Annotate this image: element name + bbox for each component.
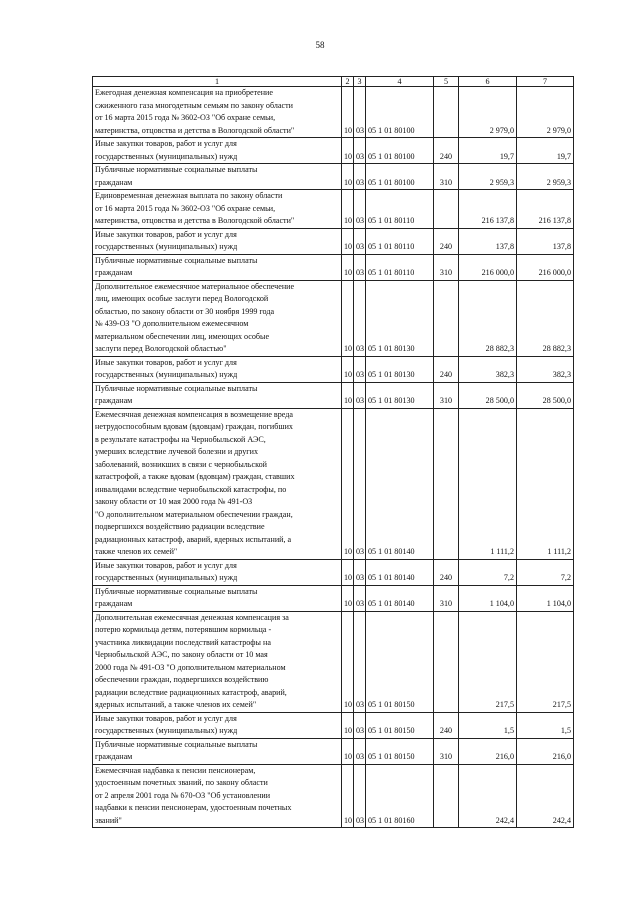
table-row [93, 559, 574, 585]
row-section: 10 [342, 738, 354, 764]
header-row [93, 77, 574, 87]
table-row [93, 280, 574, 356]
row-name: Иные закупки товаров, работ и услуг для государственных (муниципальных) нужд [93, 559, 342, 585]
table-row [93, 190, 574, 229]
row-amount-col7: 28 500,0 [517, 382, 574, 408]
row-section: 10 [342, 712, 354, 738]
row-expense-type [434, 87, 459, 138]
row-target-code: 05 1 01 80140 [366, 585, 434, 611]
table-row [93, 87, 574, 138]
row-amount-col6: 7,2 [459, 559, 517, 585]
row-name: Ежемесячная денежная компенсация в возмещение вреда нетрудоспособным вдовам (вдовцам) граждан, погибших в результате катастрофы на Чернобыльской АЭС, умерших вследствие лучевой болезни и других заболеваний, возникших в связи с чернобыльской катастрофой, а также вдовам (вдовцам) граждан, ставших инвалидами вследствие чернобыльской катастрофы, по закону области от 10 мая 2000 года № 491-ОЗ "О дополнительном материальном обеспечении граждан, подвергшихся воздействию радиации вследствие радиационных катастроф, аварий, ядерных испытаний, а также членов их семей" [93, 408, 342, 559]
row-amount-col6: 1,5 [459, 712, 517, 738]
row-target-code: 05 1 01 80160 [366, 764, 434, 828]
row-target-code: 05 1 01 80150 [366, 738, 434, 764]
row-section: 10 [342, 585, 354, 611]
row-name: Иные закупки товаров, работ и услуг для государственных (муниципальных) нужд [93, 712, 342, 738]
table-row [93, 712, 574, 738]
table-row [93, 764, 574, 828]
row-expense-type [434, 190, 459, 229]
row-amount-col7: 2 959,3 [517, 164, 574, 190]
row-amount-col6: 19,7 [459, 138, 517, 164]
row-amount-col7: 1,5 [517, 712, 574, 738]
row-name: Публичные нормативные социальные выплаты гражданам [93, 585, 342, 611]
row-amount-col7: 28 882,3 [517, 280, 574, 356]
row-expense-type: 310 [434, 164, 459, 190]
column-header: 3 [354, 77, 366, 87]
row-expense-type: 240 [434, 559, 459, 585]
row-subsection: 03 [354, 559, 366, 585]
column-header: 7 [517, 77, 574, 87]
row-expense-type [434, 408, 459, 559]
column-header: 4 [366, 77, 434, 87]
column-header: 1 [93, 77, 342, 87]
row-amount-col6: 242,4 [459, 764, 517, 828]
row-amount-col7: 137,8 [517, 228, 574, 254]
row-section: 10 [342, 356, 354, 382]
row-amount-col7: 19,7 [517, 138, 574, 164]
column-header: 2 [342, 77, 354, 87]
row-subsection: 03 [354, 254, 366, 280]
row-expense-type [434, 611, 459, 712]
row-section: 10 [342, 138, 354, 164]
row-amount-col7: 216,0 [517, 738, 574, 764]
row-subsection: 03 [354, 764, 366, 828]
row-subsection: 03 [354, 280, 366, 356]
row-subsection: 03 [354, 382, 366, 408]
row-section: 10 [342, 190, 354, 229]
row-amount-col6: 2 979,0 [459, 87, 517, 138]
row-expense-type: 310 [434, 738, 459, 764]
table-row [93, 138, 574, 164]
row-amount-col6: 216,0 [459, 738, 517, 764]
row-expense-type: 240 [434, 712, 459, 738]
row-target-code: 05 1 01 80130 [366, 356, 434, 382]
row-amount-col7: 217,5 [517, 611, 574, 712]
row-expense-type [434, 280, 459, 356]
table-row [93, 356, 574, 382]
row-amount-col7: 1 104,0 [517, 585, 574, 611]
table-row [93, 738, 574, 764]
row-amount-col7: 1 111,2 [517, 408, 574, 559]
row-amount-col6: 1 104,0 [459, 585, 517, 611]
row-amount-col7: 2 979,0 [517, 87, 574, 138]
row-name: Дополнительная ежемесячная денежная компенсация за потерю кормильца детям, потерявшим кормильца - участника ликвидации последствий катастрофы на Чернобыльской АЭС, по закону области от 10 мая 2000 года № 491-ОЗ "О дополнительном материальном обеспечении граждан, подвергшихся воздействию радиации вследствие радиационных катастроф, аварий, ядерных испытаний, а также членов их семей" [93, 611, 342, 712]
page-number: 58 [315, 40, 325, 50]
row-name: Единовременная денежная выплата по закону области от 16 марта 2015 года № 3602-ОЗ "Об охране семьи, материнства, отцовства и детства в Вологодской области" [93, 190, 342, 229]
row-name: Ежегодная денежная компенсация на приобретение сжиженного газа многодетным семьям по закону области от 16 марта 2015 года № 3602-ОЗ "Об охране семьи, материнства, отцовства и детства в Вологодской области" [93, 87, 342, 138]
row-subsection: 03 [354, 356, 366, 382]
row-subsection: 03 [354, 228, 366, 254]
row-target-code: 05 1 01 80130 [366, 280, 434, 356]
row-target-code: 05 1 01 80150 [366, 712, 434, 738]
row-subsection: 03 [354, 190, 366, 229]
row-section: 10 [342, 764, 354, 828]
row-amount-col6: 1 111,2 [459, 408, 517, 559]
row-subsection: 03 [354, 138, 366, 164]
row-amount-col6: 28 500,0 [459, 382, 517, 408]
row-section: 10 [342, 254, 354, 280]
row-target-code: 05 1 01 80140 [366, 408, 434, 559]
table-row [93, 228, 574, 254]
row-amount-col6: 216 000,0 [459, 254, 517, 280]
row-name: Публичные нормативные социальные выплаты гражданам [93, 382, 342, 408]
column-header: 6 [459, 77, 517, 87]
row-target-code: 05 1 01 80100 [366, 164, 434, 190]
row-expense-type: 240 [434, 138, 459, 164]
row-target-code: 05 1 01 80110 [366, 228, 434, 254]
row-section: 10 [342, 280, 354, 356]
row-amount-col7: 7,2 [517, 559, 574, 585]
table-row [93, 254, 574, 280]
row-subsection: 03 [354, 87, 366, 138]
row-subsection: 03 [354, 611, 366, 712]
row-expense-type: 240 [434, 356, 459, 382]
row-expense-type: 310 [434, 585, 459, 611]
table-row [93, 164, 574, 190]
row-section: 10 [342, 164, 354, 190]
row-section: 10 [342, 611, 354, 712]
row-subsection: 03 [354, 738, 366, 764]
row-amount-col6: 216 137,8 [459, 190, 517, 229]
row-target-code: 05 1 01 80110 [366, 190, 434, 229]
row-section: 10 [342, 87, 354, 138]
row-amount-col6: 137,8 [459, 228, 517, 254]
row-expense-type: 310 [434, 382, 459, 408]
row-target-code: 05 1 01 80110 [366, 254, 434, 280]
row-subsection: 03 [354, 408, 366, 559]
table-row [93, 611, 574, 712]
row-subsection: 03 [354, 164, 366, 190]
row-name: Дополнительное ежемесячное материальное обеспечение лиц, имеющих особые заслуги перед Вологодской областью, по закону области от 30 ноября 1999 года № 439-ОЗ "О дополнительном ежемесячном материальном обеспечении лиц, имеющих особые заслуги перед Вологодской областью" [93, 280, 342, 356]
row-name: Публичные нормативные социальные выплаты гражданам [93, 738, 342, 764]
row-name: Публичные нормативные социальные выплаты гражданам [93, 254, 342, 280]
row-subsection: 03 [354, 712, 366, 738]
row-name: Публичные нормативные социальные выплаты гражданам [93, 164, 342, 190]
row-amount-col6: 382,3 [459, 356, 517, 382]
row-amount-col7: 382,3 [517, 356, 574, 382]
row-target-code: 05 1 01 80100 [366, 87, 434, 138]
row-expense-type: 240 [434, 228, 459, 254]
table-row [93, 382, 574, 408]
row-amount-col7: 216 000,0 [517, 254, 574, 280]
row-target-code: 05 1 01 80150 [366, 611, 434, 712]
table-row [93, 585, 574, 611]
row-expense-type [434, 764, 459, 828]
row-name: Ежемесячная надбавка к пенсии пенсионерам, удостоенным почетных званий, по закону области от 2 апреля 2001 года № 670-ОЗ "Об установлении надбавки к пенсии пенсионерам, удостоенным почетных званий" [93, 764, 342, 828]
row-section: 10 [342, 408, 354, 559]
column-header: 5 [434, 77, 459, 87]
row-amount-col6: 28 882,3 [459, 280, 517, 356]
row-section: 10 [342, 559, 354, 585]
row-amount-col6: 2 959,3 [459, 164, 517, 190]
row-target-code: 05 1 01 80130 [366, 382, 434, 408]
row-amount-col7: 216 137,8 [517, 190, 574, 229]
row-target-code: 05 1 01 80100 [366, 138, 434, 164]
row-section: 10 [342, 382, 354, 408]
row-target-code: 05 1 01 80140 [366, 559, 434, 585]
row-expense-type: 310 [434, 254, 459, 280]
row-section: 10 [342, 228, 354, 254]
table-body [93, 77, 574, 828]
row-name: Иные закупки товаров, работ и услуг для государственных (муниципальных) нужд [93, 356, 342, 382]
row-amount-col6: 217,5 [459, 611, 517, 712]
row-subsection: 03 [354, 585, 366, 611]
budget-table [92, 76, 574, 828]
row-name: Иные закупки товаров, работ и услуг для государственных (муниципальных) нужд [93, 138, 342, 164]
row-name: Иные закупки товаров, работ и услуг для государственных (муниципальных) нужд [93, 228, 342, 254]
row-amount-col7: 242,4 [517, 764, 574, 828]
table-row [93, 408, 574, 559]
